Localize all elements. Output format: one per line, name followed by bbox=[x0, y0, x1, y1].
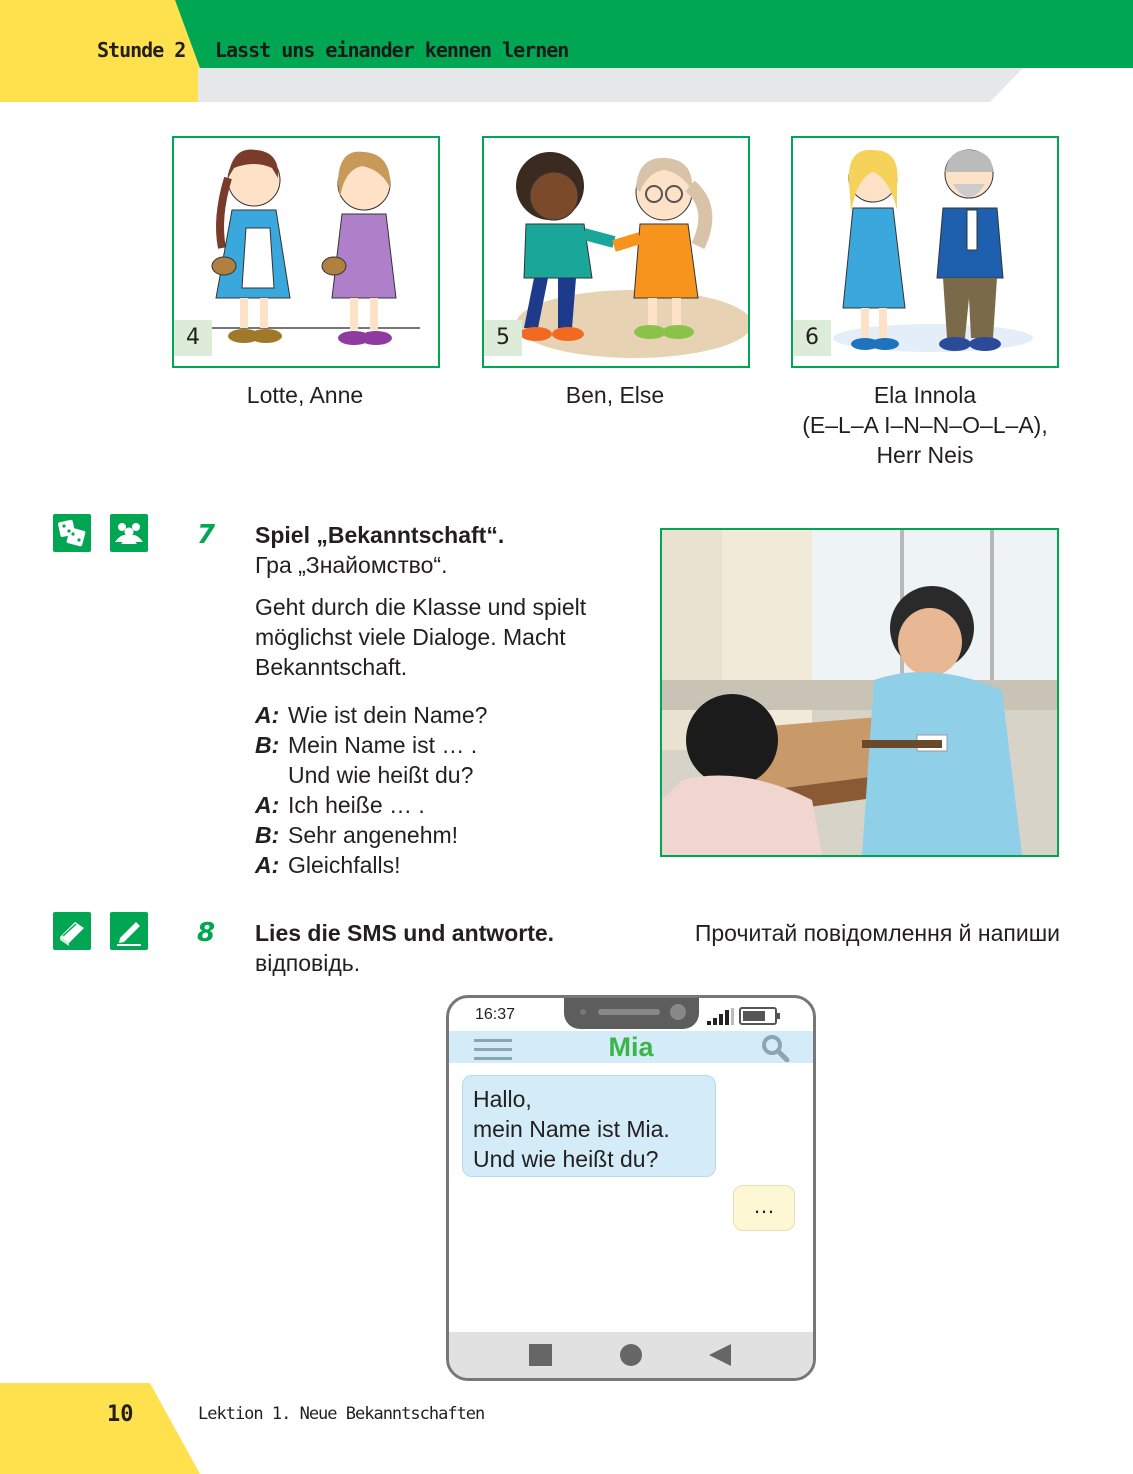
page-number: 10 bbox=[107, 1402, 134, 1427]
message-line: Hallo, bbox=[473, 1086, 532, 1112]
book-icon bbox=[53, 912, 91, 950]
lesson-label: Stunde 2 bbox=[97, 38, 186, 62]
card-caption-5 bbox=[482, 380, 748, 410]
illustration-lotte-anne bbox=[174, 138, 438, 366]
group-icon bbox=[110, 514, 148, 552]
picture-card-5 bbox=[482, 136, 750, 368]
home-button[interactable] bbox=[620, 1344, 642, 1366]
exercise-8-line-2: відповідь. bbox=[255, 950, 361, 976]
instruction-line: Geht durch die Klasse und spielt bbox=[255, 594, 587, 620]
card-number: 6 bbox=[793, 320, 831, 356]
dialogue-line bbox=[255, 850, 645, 880]
phone-nav-bar bbox=[449, 1332, 813, 1378]
caption-line: (E–L–A I–N–N–O–L–A), bbox=[802, 412, 1048, 438]
contact-name: Mia bbox=[608, 1032, 654, 1062]
dialogue-line bbox=[255, 730, 645, 760]
speaker: A: bbox=[255, 702, 280, 728]
header-gray-band bbox=[198, 68, 1023, 102]
instruction-line: möglichst viele Dialoge. Macht bbox=[255, 624, 566, 650]
dialogue-line bbox=[255, 760, 645, 790]
exercise-8-text bbox=[255, 918, 1060, 978]
exercise-8-title: Lies die SMS und antworte. bbox=[255, 920, 555, 946]
speaker: B: bbox=[255, 732, 280, 758]
phone-notch bbox=[564, 995, 699, 1029]
exercise-7-title: Spiel „Bekanntschaft“. bbox=[255, 522, 505, 548]
utterance: Sehr angenehm! bbox=[288, 822, 459, 848]
speaker: B: bbox=[255, 822, 280, 848]
picture-card-4 bbox=[172, 136, 440, 368]
instruction-line: Bekanntschaft. bbox=[255, 654, 408, 680]
card-caption-6 bbox=[785, 380, 1065, 470]
utterance: Gleichfalls! bbox=[288, 852, 401, 878]
card-number: 4 bbox=[174, 320, 212, 356]
recent-apps-button[interactable] bbox=[529, 1344, 552, 1366]
phone-time: 16:37 bbox=[475, 1006, 516, 1023]
dice-icon bbox=[53, 514, 91, 552]
phone-app-bar bbox=[449, 1031, 813, 1063]
dialogue-line bbox=[255, 820, 645, 850]
search-icon[interactable] bbox=[761, 1034, 791, 1062]
back-button[interactable] bbox=[709, 1344, 731, 1366]
pencil-icon bbox=[110, 912, 148, 950]
battery-icon bbox=[739, 1007, 781, 1025]
utterance: Ich heiße … . bbox=[288, 792, 425, 818]
exercise-7-text bbox=[255, 520, 645, 880]
illustration-ben-else bbox=[484, 138, 748, 366]
exercise-8-number: 8 bbox=[197, 918, 216, 948]
exercise-8-instruction: Прочитай повідомлення й напиши bbox=[694, 920, 1060, 946]
outgoing-message: … bbox=[733, 1185, 795, 1231]
footer-title: Lektion 1. Neue Bekanntschaften bbox=[198, 1404, 485, 1424]
card-caption-4 bbox=[172, 380, 438, 410]
speaker: A: bbox=[255, 792, 280, 818]
caption-line: Ben, Else bbox=[565, 382, 665, 408]
illustration-ela-herr-neis bbox=[793, 138, 1057, 366]
exercise-7-number: 7 bbox=[197, 520, 216, 550]
exercise-7-subtitle: Гра „Знайомство“. bbox=[255, 552, 448, 578]
dialogue-line bbox=[255, 700, 645, 730]
dialogue-line bbox=[255, 790, 645, 820]
caption-line: Herr Neis bbox=[876, 442, 974, 468]
picture-card-6 bbox=[791, 136, 1059, 368]
card-number: 5 bbox=[484, 320, 522, 356]
caption-line: Ela Innola bbox=[873, 382, 977, 408]
utterance: Und wie heißt du? bbox=[288, 762, 474, 788]
exercise-7-instruction bbox=[255, 592, 645, 682]
speaker: A: bbox=[255, 852, 280, 878]
dialogue bbox=[255, 700, 645, 880]
lesson-title: Lasst uns einander kennen lernen bbox=[215, 38, 569, 62]
utterance: Wie ist dein Name? bbox=[288, 702, 488, 728]
footer-yellow-band bbox=[0, 1383, 200, 1474]
classroom-photo bbox=[660, 528, 1059, 857]
phone-mockup bbox=[446, 995, 816, 1381]
caption-line: Lotte, Anne bbox=[246, 382, 364, 408]
message-line: Und wie heißt du? bbox=[473, 1146, 659, 1172]
message-line: mein Name ist Mia. bbox=[473, 1116, 670, 1142]
exercise-8-line-1 bbox=[255, 918, 1060, 948]
utterance: Mein Name ist … . bbox=[288, 732, 478, 758]
signal-icon bbox=[705, 1008, 735, 1026]
incoming-message bbox=[462, 1075, 716, 1177]
